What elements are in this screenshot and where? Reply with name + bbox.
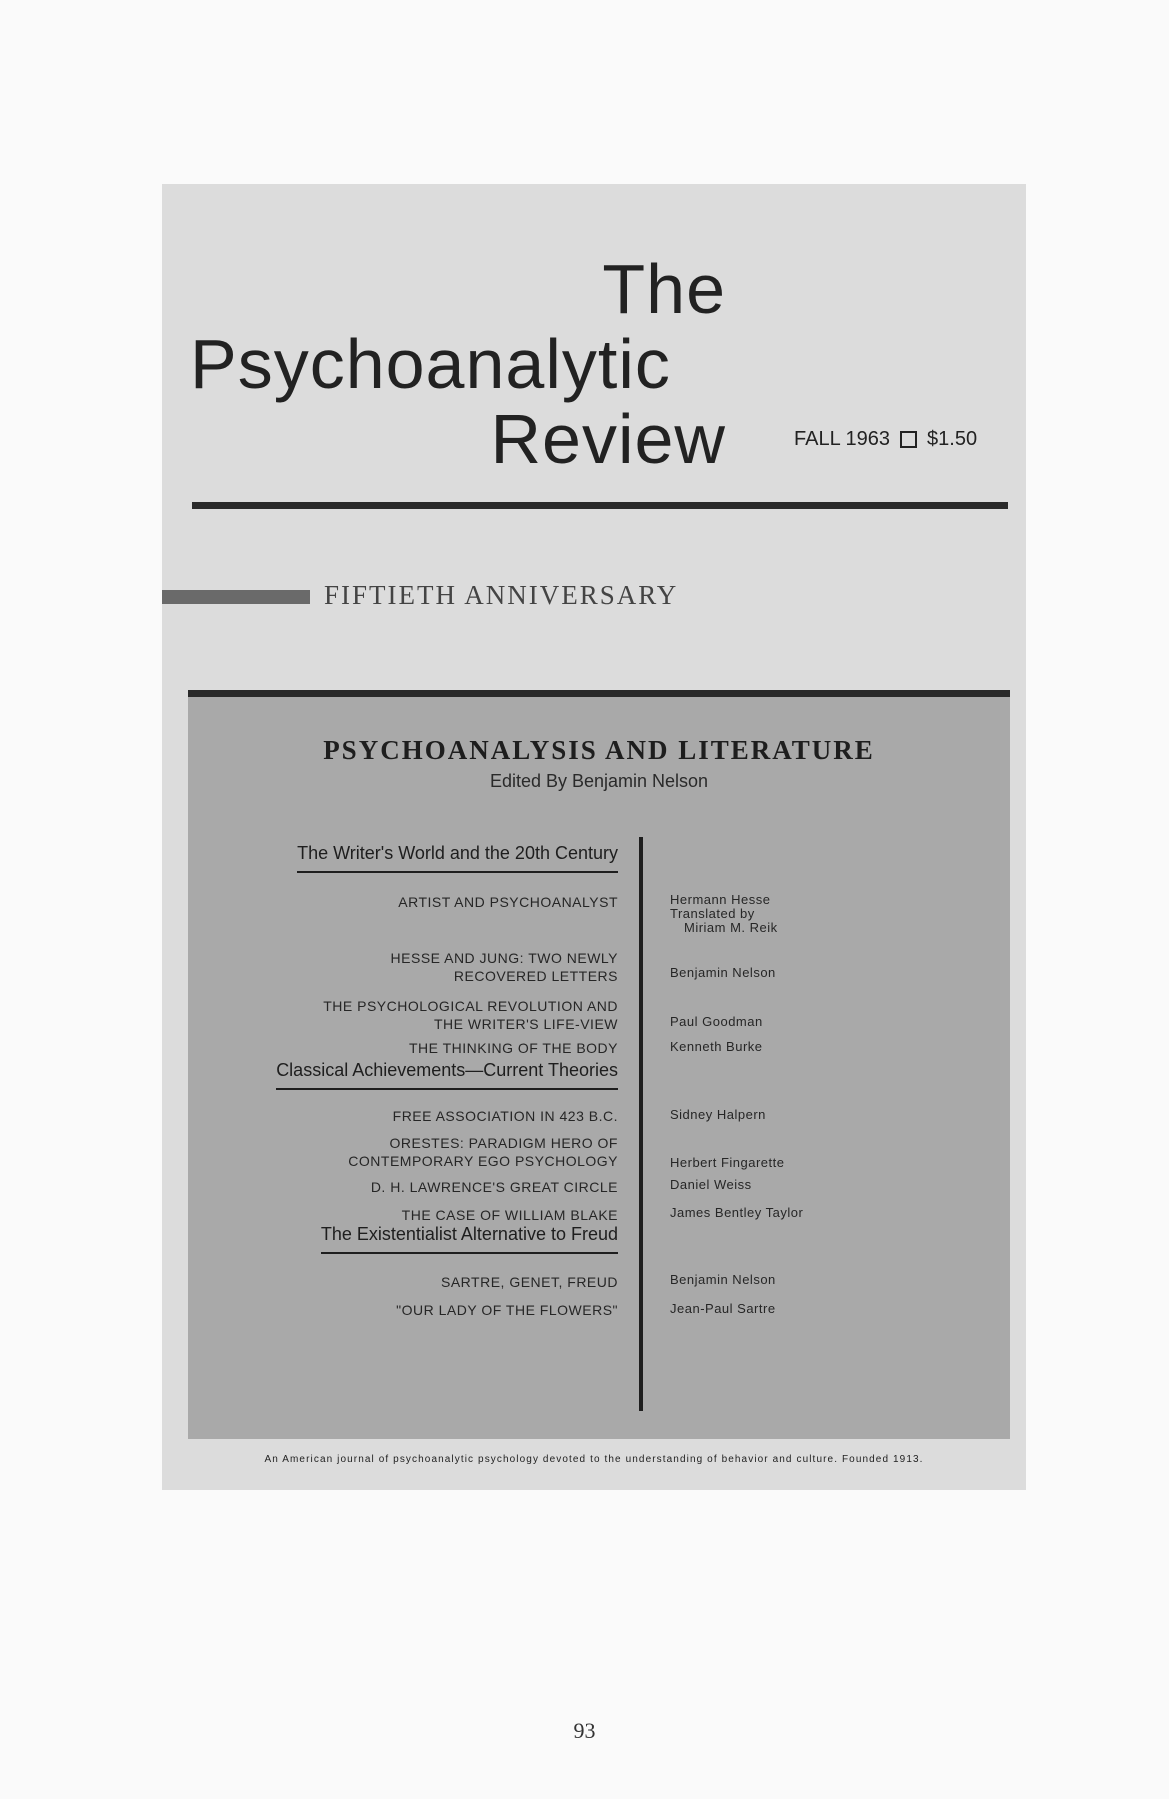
square-bullet-icon	[900, 431, 917, 448]
journal-title-line-3: Review	[490, 400, 726, 478]
column-divider	[639, 837, 643, 1411]
panel-top-rule	[188, 690, 1010, 697]
contents-panel	[188, 697, 1010, 1439]
issue-date: FALL 1963	[794, 428, 891, 450]
anniversary-bar	[162, 590, 310, 604]
article-title: ORESTES: PARADIGM HERO OF CONTEMPORARY EGO PSYCHOLOGY	[348, 1135, 618, 1169]
anniversary-label: FIFTIETH ANNIVERSARY	[324, 580, 679, 610]
article-title: "OUR LADY OF THE FLOWERS"	[396, 1302, 618, 1318]
section-heading: The Existentialist Alternative to Freud	[321, 1224, 618, 1248]
article-title: THE THINKING OF THE BODY	[408, 1040, 618, 1056]
article-author: Herbert Fingarette	[670, 1155, 785, 1170]
article-author: Hermann Hesse Translated by Miriam M. Reik	[670, 892, 778, 935]
title-rule	[192, 502, 1008, 509]
editor-credit: Edited By Benjamin Nelson	[489, 771, 709, 791]
section-heading: Classical Achievements—Current Theories	[276, 1060, 618, 1084]
issue-price: $1.50	[927, 428, 978, 450]
journal-tagline: An American journal of psychoanalytic psychology devoted to the understanding of behavior and culture. Founded 1913.	[264, 1454, 924, 1465]
article-author: Benjamin Nelson	[670, 1272, 776, 1287]
article-author: Jean-Paul Sartre	[670, 1301, 776, 1316]
article-author: Benjamin Nelson	[670, 965, 776, 980]
article-title: HESSE AND JUNG: TWO NEWLY RECOVERED LETTERS	[390, 950, 618, 984]
journal-title-line-1: The	[602, 250, 726, 328]
panel-title: PSYCHOANALYSIS AND LITERATURE	[323, 735, 875, 765]
page-number: 93	[573, 1718, 596, 1743]
article-title: FREE ASSOCIATION IN 423 B.C.	[392, 1108, 618, 1124]
article-title: D. H. LAWRENCE'S GREAT CIRCLE	[370, 1179, 618, 1195]
article-title: THE PSYCHOLOGICAL REVOLUTION AND THE WRITER'S LIFE-VIEW	[323, 998, 618, 1032]
journal-title-line-2: Psychoanalytic	[190, 325, 671, 403]
article-author: Paul Goodman	[670, 1014, 763, 1029]
magazine-cover	[162, 184, 1026, 1490]
issue-info	[794, 428, 977, 451]
article-author: Daniel Weiss	[670, 1177, 752, 1192]
article-title: SARTRE, GENET, FREUD	[441, 1274, 618, 1290]
article-title: THE CASE OF WILLIAM BLAKE	[401, 1207, 618, 1223]
article-title: ARTIST AND PSYCHOANALYST	[398, 894, 618, 910]
section-heading: The Writer's World and the 20th Century	[297, 843, 618, 867]
article-author: James Bentley Taylor	[670, 1205, 804, 1220]
article-author: Sidney Halpern	[670, 1107, 766, 1122]
article-author: Kenneth Burke	[670, 1039, 763, 1054]
